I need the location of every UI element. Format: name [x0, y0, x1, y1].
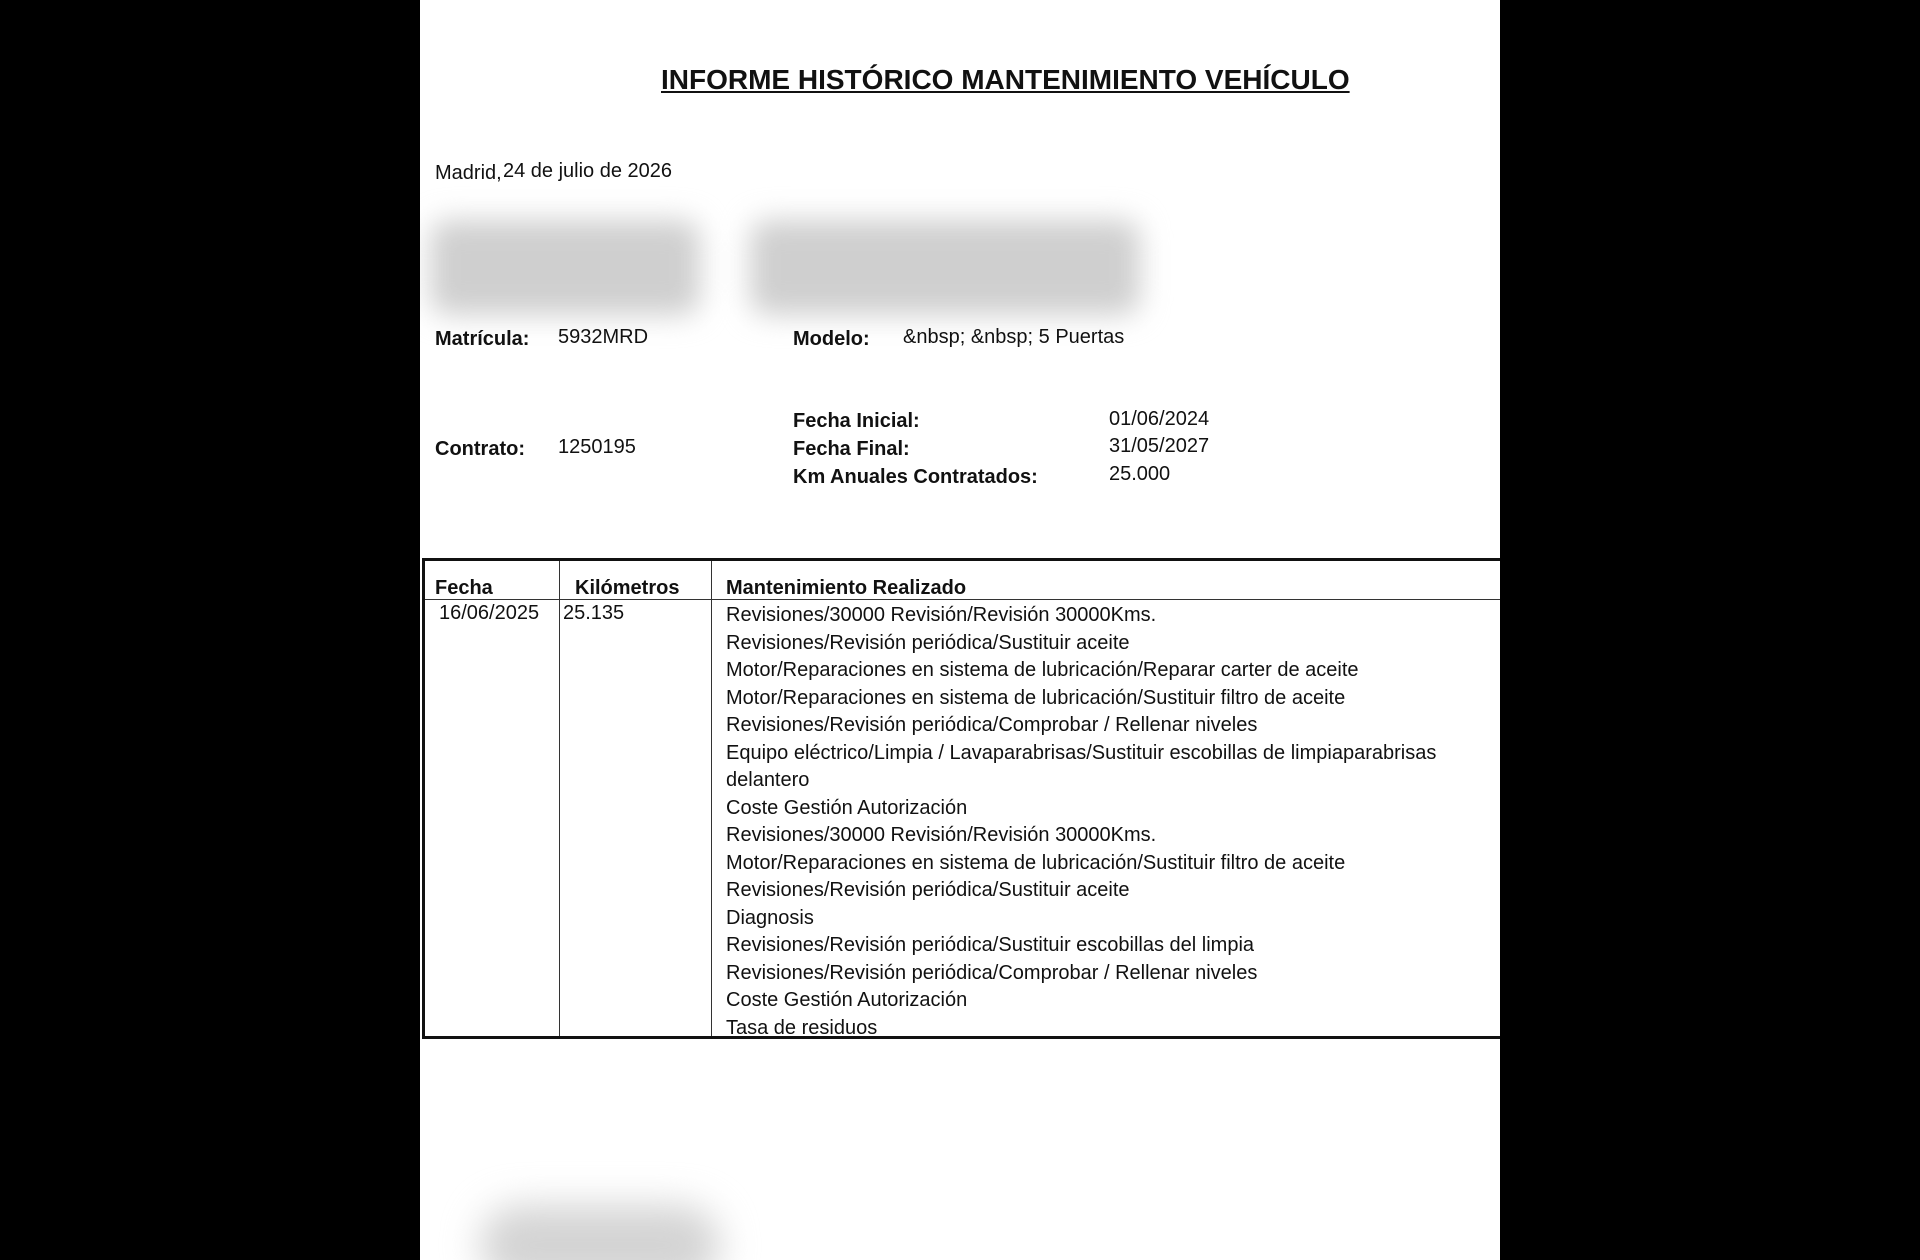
- modelo-value: &nbsp; &nbsp; 5 Puertas: [903, 326, 1125, 348]
- fecha-inicial-value: 01/06/2024: [1109, 408, 1210, 430]
- km-anuales-label: Km Anuales Contratados:: [793, 466, 1038, 488]
- redacted-block-bottom: [480, 1205, 720, 1260]
- contrato-label: Contrato:: [435, 438, 525, 460]
- maintenance-items-list: [726, 602, 1436, 1042]
- redacted-block-left: [430, 220, 700, 315]
- document-page: [420, 0, 1500, 1260]
- place-city: Madrid,: [435, 162, 502, 184]
- list-item: Revisiones/Revisión periódica/Sustituir aceite: [726, 879, 1130, 901]
- report-title: INFORME HISTÓRICO MANTENIMIENTO VEHÍCULO: [661, 64, 1350, 95]
- row-fecha: 16/06/2025: [439, 602, 540, 624]
- matricula-label: Matrícula:: [435, 328, 530, 350]
- list-item: Motor/Reparaciones en sistema de lubricación/Sustituir filtro de aceite: [726, 686, 1346, 709]
- list-item: Motor/Reparaciones en sistema de lubricación/Sustituir filtro de aceite: [726, 851, 1346, 874]
- column-divider-2: [711, 561, 712, 1036]
- list-item: Revisiones/Revisión periódica/Comprobar / Rellenar niveles: [726, 961, 1258, 984]
- list-item: Equipo eléctrico/Limpia / Lavaparabrisas/Sustituir escobillas de limpiaparabrisas: [726, 741, 1437, 764]
- km-anuales-value: 25.000: [1109, 463, 1171, 485]
- contrato-value: 1250195: [558, 436, 636, 458]
- list-item: Motor/Reparaciones en sistema de lubricación/Reparar carter de aceite: [726, 659, 1359, 681]
- column-divider-1: [559, 561, 560, 1036]
- list-item: Diagnosis: [726, 906, 814, 929]
- fecha-final-value: 31/05/2027: [1109, 435, 1210, 457]
- row-kilometros: 25.135: [563, 602, 625, 624]
- modelo-label: Modelo:: [793, 328, 870, 350]
- report-date: 24 de julio de 2026: [503, 160, 673, 182]
- list-item: Coste Gestión Autorización: [726, 989, 968, 1011]
- header-fecha: Fecha: [435, 577, 493, 599]
- fecha-final-label: Fecha Final:: [793, 438, 910, 460]
- header-mantenimiento: Mantenimiento Realizado: [726, 577, 967, 599]
- list-item: Revisiones/30000 Revisión/Revisión 30000Kms.: [726, 824, 1157, 846]
- list-item: Coste Gestión Autorización: [726, 796, 968, 819]
- redacted-block-right: [750, 220, 1140, 315]
- header-kilometros: Kilómetros: [575, 577, 680, 599]
- list-item: Revisiones/30000 Revisión/Revisión 30000Kms.: [726, 604, 1157, 626]
- list-item: Revisiones/Revisión periódica/Sustituir escobillas del limpia: [726, 934, 1255, 956]
- list-item: delantero: [726, 769, 810, 791]
- fecha-inicial-label: Fecha Inicial:: [793, 410, 920, 432]
- list-item: Revisiones/Revisión periódica/Comprobar / Rellenar niveles: [726, 714, 1258, 736]
- matricula-value: 5932MRD: [558, 326, 649, 348]
- list-item: Tasa de residuos: [726, 1016, 878, 1039]
- maintenance-table: [422, 558, 1500, 1039]
- list-item: Revisiones/Revisión periódica/Sustituir aceite: [726, 631, 1130, 654]
